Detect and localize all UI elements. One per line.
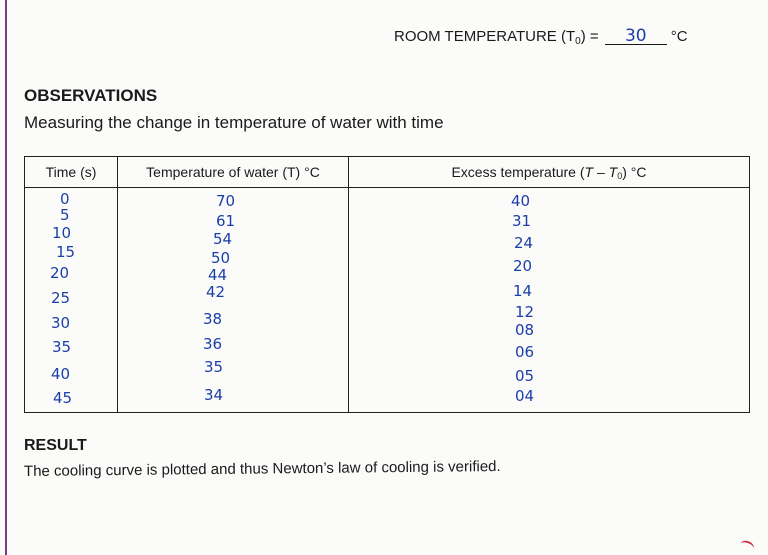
time-cell: 25: [51, 289, 71, 307]
time-cell: 45: [53, 389, 73, 407]
excess-temperature-cell: 31: [512, 212, 532, 230]
excess-temperature-cell: 24: [514, 234, 534, 252]
time-column-header: Time (s): [25, 157, 118, 188]
room-temperature-label-subscript: 0: [575, 36, 581, 47]
result-text: The cooling curve is plotted and thus Newton’s law of cooling is verified.: [23, 458, 501, 480]
page-margin-line: [5, 0, 7, 555]
excess-temperature-values: [349, 188, 749, 410]
time-cell: 10: [52, 224, 72, 242]
excess-temperature-cell: 08: [515, 321, 535, 339]
excess-temperature-cell: 20: [513, 257, 533, 275]
excess-temperature-cell: 06: [515, 343, 535, 361]
excess-header-prefix: Excess temperature (: [451, 163, 585, 180]
observations-table: [24, 156, 750, 413]
time-cell: 40: [51, 365, 71, 383]
temperature-cell: 50: [211, 249, 231, 267]
excess-temperature-cell: 14: [513, 282, 533, 300]
table-header-row: [25, 157, 750, 188]
temperature-cell: 70: [216, 192, 236, 210]
excess-header-dash: –: [593, 163, 609, 180]
time-cell: 30: [51, 314, 71, 332]
room-temperature-label-prefix: ROOM TEMPERATURE (T: [394, 28, 576, 45]
excess-temperature-column-header: [349, 157, 750, 188]
time-cell: 5: [60, 206, 70, 224]
excess-temperature-column: [349, 188, 750, 413]
temperature-cell: 35: [204, 358, 224, 376]
temperature-cell: 42: [206, 283, 226, 301]
time-cell: 15: [56, 243, 76, 261]
table-body-row: [25, 188, 750, 413]
observations-subheading: Measuring the change in temperature of water with time: [24, 113, 444, 132]
room-temperature-label-suffix: ) =: [580, 28, 599, 45]
temperature-cell: 36: [203, 335, 223, 353]
excess-temperature-cell: 05: [515, 367, 535, 385]
temperature-cell: 61: [216, 212, 236, 230]
excess-header-t: T: [584, 163, 594, 180]
temperature-cell: 54: [213, 230, 233, 248]
temperature-column: [118, 188, 349, 413]
excess-temperature-cell: 04: [515, 387, 535, 405]
result-heading: RESULT: [24, 437, 87, 454]
temperature-values: [118, 188, 348, 410]
excess-header-subscript: 0: [617, 170, 623, 181]
time-cell: 35: [52, 338, 72, 356]
time-cell: 20: [50, 264, 70, 282]
temperature-cell: 38: [203, 310, 223, 328]
time-cell: 0: [60, 190, 70, 208]
time-values: [25, 188, 117, 410]
ink-corner-mark: [739, 539, 756, 553]
room-temperature-value: 30: [605, 28, 667, 45]
temperature-cell: 34: [204, 386, 224, 404]
observations-heading: OBSERVATIONS: [24, 86, 158, 105]
temperature-cell: 44: [208, 266, 228, 284]
excess-header-t0: T: [608, 163, 618, 180]
room-temperature-line: [394, 28, 688, 47]
excess-temperature-cell: 40: [511, 192, 531, 210]
time-column: [25, 188, 118, 413]
room-temperature-unit: °C: [670, 28, 688, 45]
excess-header-suffix: ) °C: [622, 163, 647, 180]
temperature-column-header: Temperature of water (T) °C: [118, 157, 349, 188]
excess-temperature-cell: 12: [515, 303, 535, 321]
